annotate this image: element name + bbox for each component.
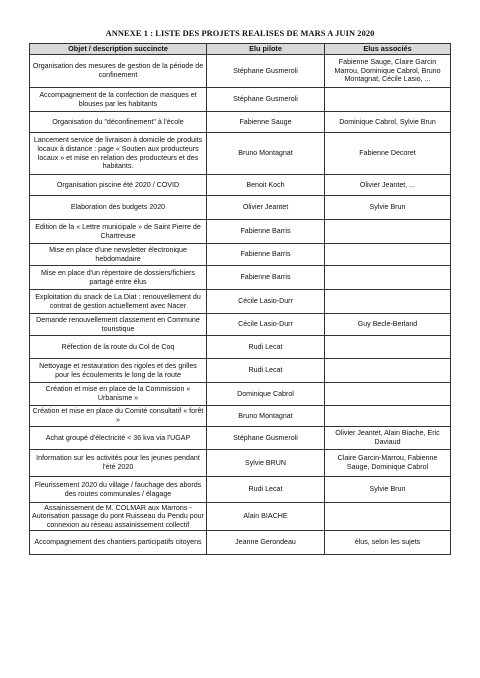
cell-pilote: Cécile Lasio-Durr: [207, 290, 325, 314]
cell-associes: [325, 266, 451, 290]
cell-pilote: Stéphane Gusmeroli: [207, 88, 325, 112]
cell-pilote: Benoit Koch: [207, 175, 325, 196]
cell-pilote: Alain BIACHE: [207, 503, 325, 531]
cell-objet: Création et mise en place de la Commission « Urbanisme »: [30, 383, 207, 406]
cell-objet: Information sur les activités pour les jeunes pendant l'été 2020: [30, 450, 207, 477]
cell-associes: Sylvie Brun: [325, 196, 451, 220]
cell-objet: Lancement service de livraison à domicile de produits locaux à distance : page « Soutien aux producteurs locaux » et mise en relation des producteurs et des habitants.: [30, 133, 207, 175]
cell-associes: [325, 244, 451, 266]
table-row: [30, 336, 451, 359]
cell-objet: Assainissement de M. COLMAR aux Marrons - Autorisation passage du pont Ruisseau du Pendu pour connexion au réseau assainissement collectif: [30, 503, 207, 531]
cell-pilote: Jeanne Gerondeau: [207, 531, 325, 555]
cell-objet: Edition de la « Lettre municipale » de Saint Pierre de Chartreuse: [30, 220, 207, 244]
cell-pilote: Rudi Lecat: [207, 359, 325, 383]
cell-objet: Fleurissement 2020 du village / fauchage des abords des routes communales / élagage: [30, 477, 207, 503]
header-elus-associes: Elus associés: [325, 44, 451, 55]
header-elu-pilote: Elu pilote: [207, 44, 325, 55]
cell-associes: [325, 383, 451, 406]
projects-table: [29, 43, 451, 555]
cell-associes: [325, 359, 451, 383]
cell-objet: Nettoyage et restauration des rigoles et des grilles pour les écoulements le long de la route: [30, 359, 207, 383]
cell-pilote: Fabienne Barris: [207, 220, 325, 244]
cell-pilote: Fabienne Barris: [207, 266, 325, 290]
header-objet: Objet / description succincte: [30, 44, 207, 55]
cell-objet: Accompagnement de la confection de masques et blouses par les habitants: [30, 88, 207, 112]
table-row: [30, 196, 451, 220]
cell-objet: Achat groupé d'électricité < 36 kva via l'UGAP: [30, 427, 207, 450]
table-row: [30, 359, 451, 383]
table-row: [30, 406, 451, 427]
table-row: [30, 112, 451, 133]
cell-pilote: Fabienne Sauge: [207, 112, 325, 133]
table-row: [30, 503, 451, 531]
cell-associes: élus, selon les sujets: [325, 531, 451, 555]
cell-associes: [325, 503, 451, 531]
table-row: [30, 427, 451, 450]
cell-pilote: Rudi Lecat: [207, 336, 325, 359]
cell-pilote: Stéphane Gusmeroli: [207, 427, 325, 450]
cell-associes: [325, 290, 451, 314]
document-title: ANNEXE 1 : LISTE DES PROJETS REALISES DE MARS A JUIN 2020: [105, 29, 375, 38]
cell-associes: Fabienne Decoret: [325, 133, 451, 175]
cell-associes: [325, 336, 451, 359]
cell-objet: Elaboration des budgets 2020: [30, 196, 207, 220]
cell-associes: [325, 406, 451, 427]
table-row: [30, 55, 451, 88]
table-row: [30, 290, 451, 314]
cell-pilote: Bruno Montagnat: [207, 406, 325, 427]
cell-pilote: Olivier Jeantet: [207, 196, 325, 220]
cell-associes: [325, 220, 451, 244]
cell-pilote: Dominique Cabrol: [207, 383, 325, 406]
cell-associes: Fabienne Sauge, Claire Garcin Marrou, Dominique Cabrol, Bruno Montagnat, Cécile Lasio, ...: [325, 55, 451, 88]
cell-objet: Mise en place d'une newsletter électronique hebdomadaire: [30, 244, 207, 266]
cell-objet: Accompagnement des chantiers participatifs citoyens: [30, 531, 207, 555]
table-row: [30, 175, 451, 196]
cell-objet: Exploitation du snack de La Diat : renouvellement du contrat de gestion actuellement avec Nacer: [30, 290, 207, 314]
table-row: [30, 477, 451, 503]
cell-objet: Création et mise en place du Comité consultatif « forêt »: [30, 406, 207, 427]
cell-objet: Organisation des mesures de gestion de la période de confinement: [30, 55, 207, 88]
cell-pilote: Cécile Lasio-Durr: [207, 314, 325, 336]
cell-pilote: Bruno Montagnat: [207, 133, 325, 175]
cell-associes: Claire Garcin-Marrou, Fabienne Sauge, Dominique Cabrol: [325, 450, 451, 477]
cell-associes: [325, 88, 451, 112]
table-row: [30, 88, 451, 112]
table-row: [30, 314, 451, 336]
cell-objet: Demande renouvellement classement en Commune touristique: [30, 314, 207, 336]
cell-pilote: Rudi Lecat: [207, 477, 325, 503]
cell-associes: Guy Becle-Berland: [325, 314, 451, 336]
table-row: [30, 133, 451, 175]
cell-pilote: Sylvie BRUN: [207, 450, 325, 477]
cell-objet: Réfection de la route du Col de Coq: [30, 336, 207, 359]
cell-objet: Organisation du "déconfinement" à l'école: [30, 112, 207, 133]
table-row: [30, 531, 451, 555]
cell-associes: Olivier Jeantet, Alain Biache, Eric Daviaud: [325, 427, 451, 450]
cell-objet: Mise en place d'un répertoire de dossiers/fichiers partagé entre élus: [30, 266, 207, 290]
table-row: [30, 244, 451, 266]
cell-associes: Dominique Cabrol, Sylvie Brun: [325, 112, 451, 133]
table-row: [30, 220, 451, 244]
cell-pilote: Stéphane Gusmeroli: [207, 55, 325, 88]
table-row: [30, 266, 451, 290]
cell-pilote: Fabienne Barris: [207, 244, 325, 266]
cell-objet: Organisation piscine été 2020 / COVID: [30, 175, 207, 196]
cell-associes: Sylvie Brun: [325, 477, 451, 503]
cell-associes: Olivier Jeantet, ...: [325, 175, 451, 196]
table-row: [30, 383, 451, 406]
table-header-row: [30, 44, 451, 55]
table-row: [30, 450, 451, 477]
